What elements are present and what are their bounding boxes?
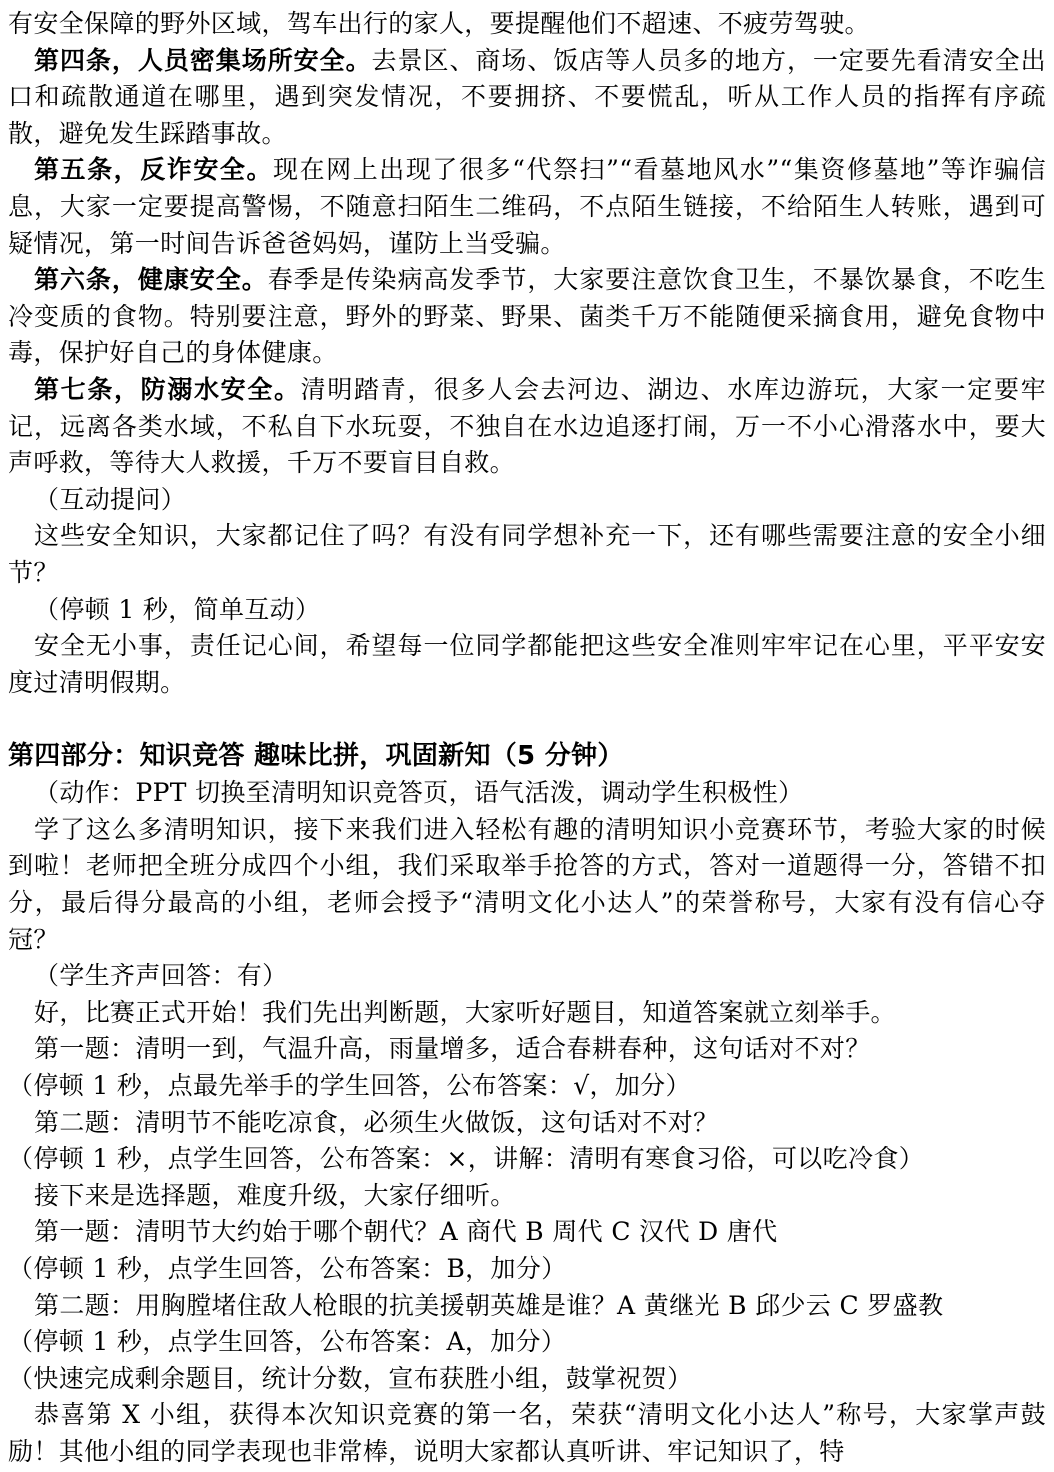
paragraph-text: 春季是传染病高发季节，大家要注意饮食卫生，不暴饮暴食，不吃生冷变质的食物。特别要注意，野外的野菜、野果、菌类千万不能随便采摘食用，避免食物中毒，保护好自己的身体健康。 — [8, 265, 1046, 368]
paragraph-safety-summary — [8, 628, 1046, 701]
paragraph-text: 接下来是选择题，难度升级，大家仔细听。 — [34, 1180, 516, 1210]
paragraph-text: 第二题：清明节不能吃凉食，必须生火做饭，这句话对不对？ — [34, 1107, 719, 1137]
paragraph-text: （停顿 1 秒，点最先举手的学生回答，公布答案：√，加分） — [8, 1071, 691, 1101]
paragraph-text: 第一题：清明节大约始于哪个朝代？A 商代 B 周代 C 汉代 D 唐代 — [34, 1217, 778, 1247]
paragraph-rule-six — [8, 262, 1046, 372]
paragraph-text: 清明踏青，很多人会去河边、湖边、水库边游玩，大家一定要牢记，远离各类水域，不私自下水玩耍，不独自在水边追逐打闹，万一不小心滑落水中，要大声呼救，等待大人救援，千万不要盲目自救。 — [8, 374, 1046, 478]
paragraph-rule-seven — [8, 372, 1046, 482]
paragraph-text: 这些安全知识，大家都记住了吗？有没有同学想补充一下，还有哪些需要注意的安全小细节？ — [8, 521, 1046, 587]
paragraph-text: （学生齐声回答：有） — [34, 961, 288, 991]
paragraph-text: 恭喜第 X 小组，获得本次知识竞赛的第一名，荣获“清明文化小达人”称号，大家掌声鼓励！其他小组的同学表现也非常棒，说明大家都认真听讲、牢记知识了，特 — [8, 1400, 1046, 1466]
paragraph-text: 有安全保障的野外区域，驾车出行的家人，要提醒他们不超速、不疲劳驾驶。 — [8, 9, 870, 38]
paragraph-answer-note — [8, 1141, 1046, 1178]
rule-lead: 第四条，人员密集场所安全。 — [34, 45, 372, 75]
section-heading: 第四部分：知识竞答 趣味比拼，巩固新知（5 分钟） — [8, 741, 624, 772]
paragraph-intro-continuation — [8, 6, 1046, 43]
paragraph-answer-note — [8, 1068, 1046, 1105]
section-spacer — [8, 701, 1046, 737]
paragraph-choice-question-two — [8, 1288, 1046, 1325]
paragraph-action-note — [8, 775, 1046, 812]
paragraph-text: 安全无小事，责任记心间，希望每一位同学都能把这些安全准则牢牢记在心里，平平安安度过清明假期。 — [8, 631, 1046, 697]
paragraph-question — [8, 518, 1046, 591]
paragraph-text: （停顿 1 秒，点学生回答，公布答案：B，加分） — [8, 1254, 567, 1283]
rule-lead: 第六条，健康安全。 — [34, 265, 268, 295]
paragraph-student-answer — [8, 958, 1046, 995]
paragraph-text: （停顿 1 秒，点学生回答，公布答案：A，加分） — [8, 1327, 567, 1357]
paragraph-wrapup-note — [8, 1361, 1046, 1398]
paragraph-answer-note — [8, 1251, 1046, 1288]
paragraph-text: （动作：PPT 切换至清明知识竞答页，语气活泼，调动学生积极性） — [34, 778, 804, 808]
paragraph-text: （停顿 1 秒，点学生回答，公布答案：×，讲解：清明有寒食习俗，可以吃冷食） — [8, 1144, 925, 1174]
paragraph-text: 去景区、商场、饭店等人员多的地方，一定要先看清安全出口和疏散通道在哪里，遇到突发情况，不要拥挤、不要慌乱，听从工作人员的指挥有序疏散，避免发生踩踏事故。 — [8, 45, 1046, 148]
paragraph-rule-four — [8, 43, 1046, 153]
paragraph-text: 第一题：清明一到，气温升高，雨量增多，适合春耕春种，这句话对不对？ — [34, 1034, 871, 1064]
paragraph-text: （停顿 1 秒，简单互动） — [34, 594, 321, 624]
paragraph-answer-note — [8, 1324, 1046, 1361]
paragraph-pause-note — [8, 592, 1046, 629]
paragraph-rule-five — [8, 152, 1046, 262]
paragraph-choice-question-one — [8, 1214, 1046, 1251]
paragraph-quiz-intro — [8, 812, 1046, 958]
paragraph-text: （互动提问） — [34, 484, 187, 514]
paragraph-text: 第二题：用胸膛堵住敌人枪眼的抗美援朝英雄是谁？A 黄继光 B 邱少云 C 罗盛教 — [34, 1290, 944, 1320]
paragraph-text: （快速完成剩余题目，统计分数，宣布获胜小组，鼓掌祝贺） — [8, 1363, 693, 1393]
paragraph-judge-question-one — [8, 1031, 1046, 1068]
paragraph-interaction-note — [8, 482, 1046, 519]
paragraph-text: 现在网上出现了很多“代祭扫”“看墓地风水”“集资修墓地”等诈骗信息，大家一定要提高警惕，不随意扫陌生二维码，不点陌生链接，不给陌生人转账，遇到可疑情况，第一时间告诉爸爸妈妈，谨防上当受骗。 — [8, 155, 1047, 258]
paragraph-congratulations — [8, 1397, 1046, 1470]
paragraph-text: 学了这么多清明知识，接下来我们进入轻松有趣的清明知识小竞赛环节，考验大家的时候到啦！老师把全班分成四个小组，我们采取举手抢答的方式，答对一道题得一分，答错不扣分，最后得分最高的小组，老师会授予“清明文化小达人”的荣誉称号，大家有没有信心夺冠？ — [8, 814, 1046, 954]
paragraph-text: 好，比赛正式开始！我们先出判断题，大家听好题目，知道答案就立刻举手。 — [34, 997, 896, 1027]
paragraph-choice-intro — [8, 1178, 1046, 1215]
rule-lead: 第五条，反诈安全。 — [34, 155, 274, 185]
paragraph-quiz-start — [8, 995, 1046, 1032]
paragraph-judge-question-two — [8, 1105, 1046, 1142]
rule-lead: 第七条，防溺水安全。 — [34, 374, 301, 404]
